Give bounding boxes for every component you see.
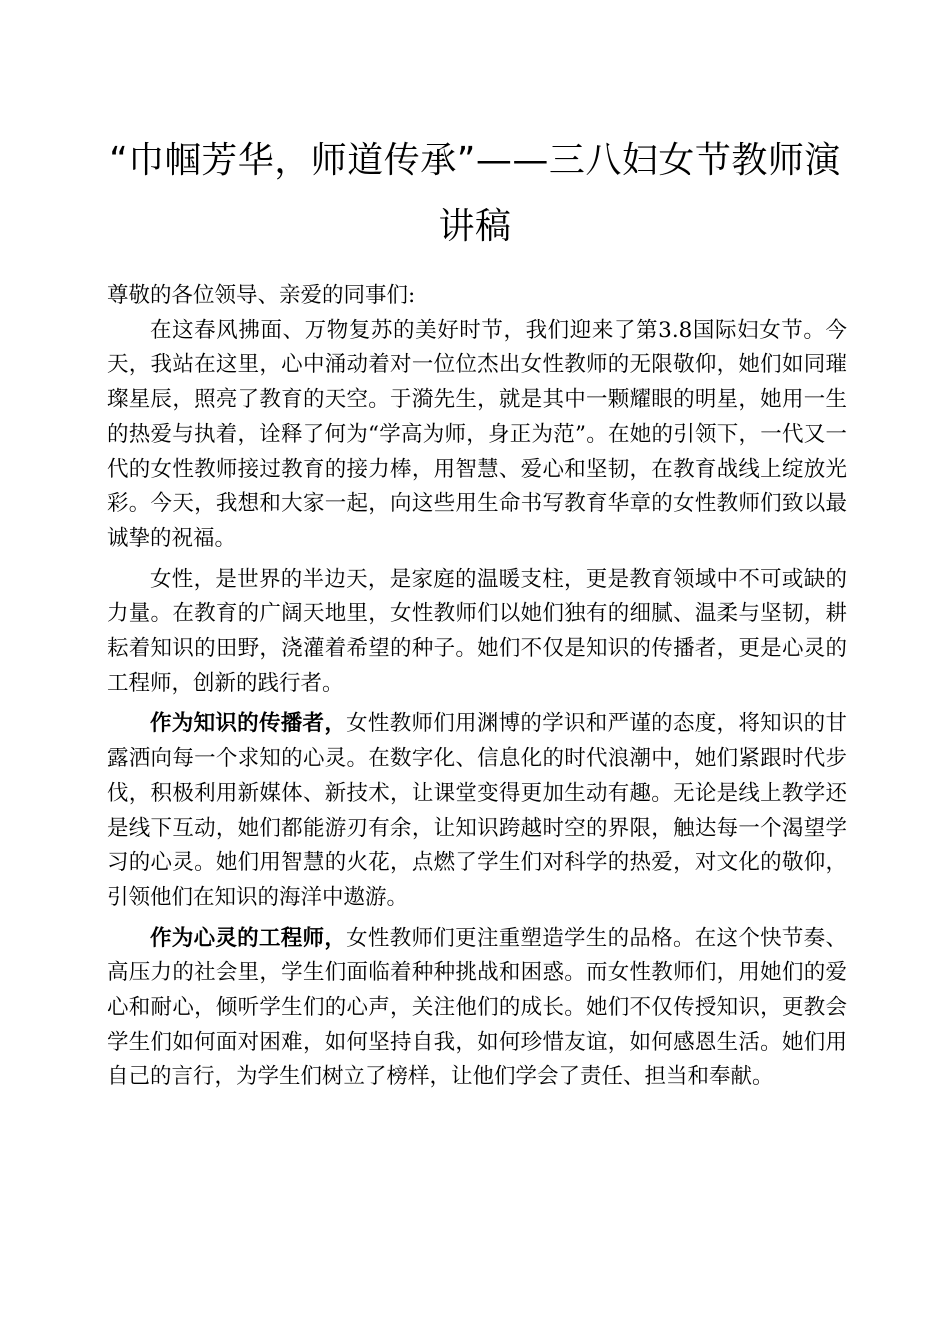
paragraph-text: 女性，是世界的半边天，是家庭的温暖支柱，更是教育领域中不可或缺的力量。在教育的广阔天地里，女性教师们以她们独有的细腻、温柔与坚韧，耕耘着知识的田野，浇灌着希望的种子。她们不仅是知识的传播者，更是心灵的工程师，创新的践行者。 [107, 566, 847, 696]
paragraph-text: 女性教师们更注重塑造学生的品格。在这个快节奏、高压力的社会里，学生们面临着种种挑战和困惑。而女性教师们，用她们的爱心和耐心，倾听学生们的心声，关注他们的成长。她们不仅传授知识，更教会学生们如何面对困难，如何坚持自我，如何珍惜友谊，如何感恩生活。她们用自己的言行，为学生们树立了榜样，让他们学会了责任、担当和奉献。 [107, 925, 847, 1090]
document-title: “巾帼芳华，师道传承”——三八妇女节教师演讲稿 [109, 140, 841, 247]
salutation: 尊敬的各位领导、亲爱的同事们: [107, 283, 416, 308]
paragraph-intro [107, 314, 847, 557]
document-body [107, 279, 847, 1101]
paragraph-soul-engineer [107, 922, 847, 1096]
paragraph-women-role [107, 563, 847, 702]
paragraph-knowledge-disseminator [107, 707, 847, 915]
paragraph-text: 女性教师们用渊博的学识和严谨的态度，将知识的甘露洒向每一个求知的心灵。在数字化、信息化的时代浪潮中，她们紧跟时代步伐，积极利用新媒体、新技术，让课堂变得更加生动有趣。无论是线上教学还是线下互动，她们都能游刃有余，让知识跨越时空的界限，触达每一个渴望学习的心灵。她们用智慧的火花，点燃了学生们对科学的热爱，对文化的敬仰，引领他们在知识的海洋中遨游。 [107, 711, 847, 910]
paragraph-lead-heading: 作为心灵的工程师， [150, 925, 347, 951]
paragraph-text: 在这春风拂面、万物复苏的美好时节，我们迎来了第3.8国际妇女节。今天，我站在这里，心中涌动着对一位位杰出女性教师的无限敬仰，她们如同璀璨星辰，照亮了教育的天空。于漪先生，就是其中一颗耀眼的明星，她用一生的热爱与执着，诠释了何为“学高为师，身正为范”。在她的引领下，一代又一代的女性教师接过教育的接力棒，用智慧、爱心和坚韧，在教育战线上绽放光彩。今天，我想和大家一起，向这些用生命书写教育华章的女性教师们致以最诚挚的祝福。 [107, 317, 847, 551]
paragraph-lead-heading: 作为知识的传播者， [150, 711, 347, 737]
